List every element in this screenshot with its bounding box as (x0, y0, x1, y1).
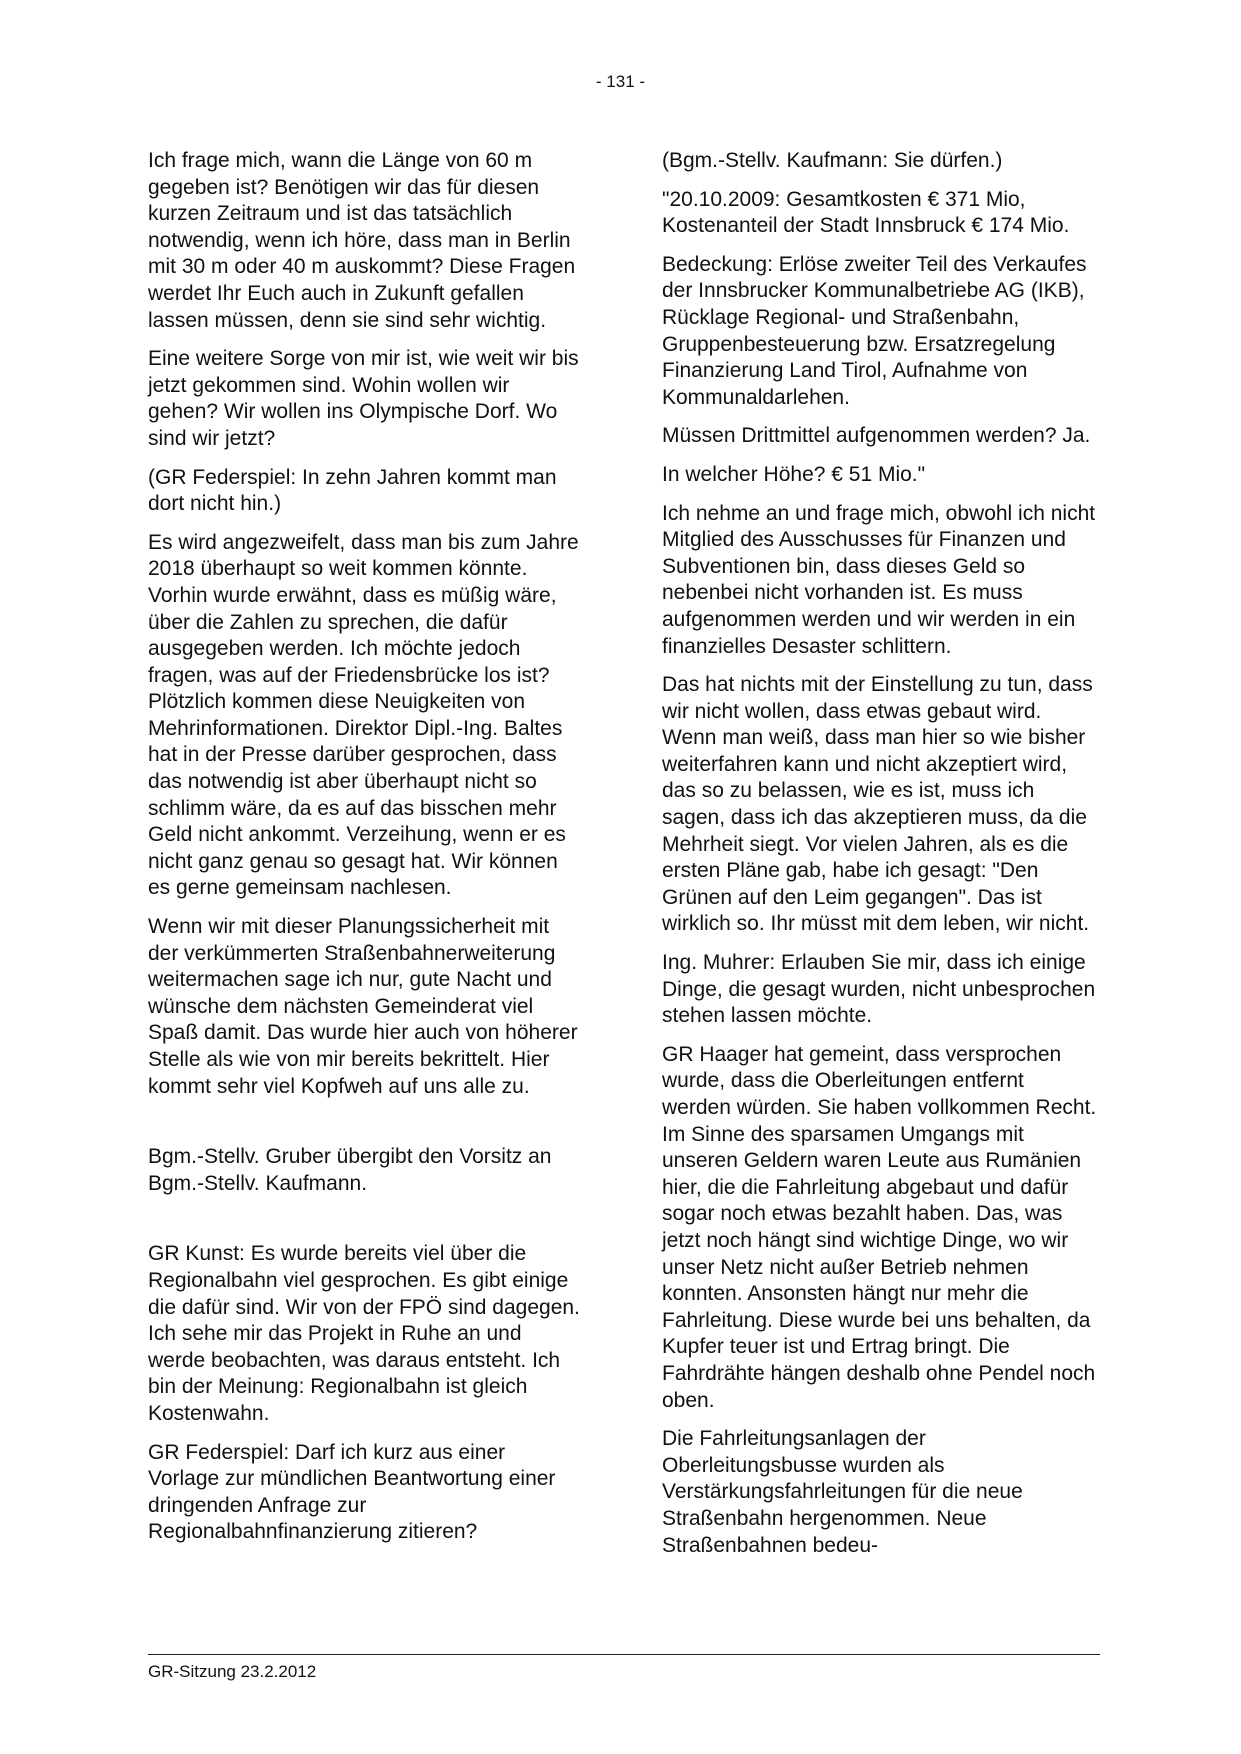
paragraph: Das hat nichts mit der Einstellung zu tun, dass wir nicht wollen, dass etwas gebaut wird. Wenn man weiß, dass man hier so wie bisher weiterfahren kann und nicht akzeptiert wird, das so zu belassen, wie es ist, muss ich sagen, dass ich das akzeptieren muss, da die Mehrheit siegt. Vor vielen Jahren, als es die ersten Pläne gab, habe ich gesagt: "Den Grünen auf den Leim gegangen". Das ist wirklich so. Ihr müsst mit dem leben, wir nicht. (662, 673, 1093, 936)
left-column (148, 148, 580, 1558)
paragraph: Bedeckung: Erlöse zweiter Teil des Verkaufes der Innsbrucker Kommunalbetriebe AG (IKB), Rücklage Regional- und Straßenbahn, Gruppenbesteuerung bzw. Ersatzregelung Finanzierung Land Tirol, Aufnahme von Kommunaldarlehen. (662, 252, 1087, 409)
paragraph: Müssen Drittmittel aufgenommen werden? Ja. (662, 424, 1091, 448)
right-column (662, 148, 1098, 1571)
paragraph: GR Kunst: Es wurde bereits viel über die Regionalbahn viel gesprochen. Es gibt einige die dafür sind. Wir von der FPÖ sind dagegen. Ich sehe mir das Projekt in Ruhe an und werde beobachten, was daraus entsteht. Ich bin der Meinung: Regionalbahn ist gleich Kostenwahn. (148, 1242, 580, 1425)
paragraph: GR Federspiel: Darf ich kurz aus einer Vorlage zur mündlichen Beantwortung einer dringenden Anfrage zur Regionalbahnfinanzierung zitieren? (148, 1440, 556, 1544)
paragraph: Die Fahrleitungsanlagen der Oberleitungsbusse wurden als Verstärkungsfahrleitungen für die neue Straßenbahn hergenommen. Neue Straßenbahnen bedeu- (662, 1427, 1023, 1557)
paragraph: Ich nehme an und frage mich, obwohl ich nicht Mitglied des Ausschusses für Finanzen und Subventionen bin, dass dieses Geld so nebenbei nicht vorhanden ist. Es muss aufgenommen werden und wir werden in ein finanzielles Desaster schlittern. (662, 501, 1096, 658)
paragraph: Wenn wir mit dieser Planungssicherheit mit der verkümmerten Straßenbahnerweiterung weitermachen sage ich nur, gute Nacht und wünsche dem nächsten Gemeinderat viel Spaß damit. Das wurde hier auch von höherer Stelle als wie von mir bereits bekrittelt. Hier kommt sehr viel Kopfweh auf uns alle zu. (148, 915, 578, 1098)
paragraph: "20.10.2009: Gesamtkosten € 371 Mio, Kostenanteil der Stadt Innsbruck € 174 Mio. (662, 187, 1070, 238)
paragraph: GR Haager hat gemeint, dass versprochen wurde, dass die Oberleitungen entfernt werden würden. Sie haben vollkommen Recht. Im Sinne des sparsamen Umgangs mit unseren Geldern waren Leute aus Rumänien hier, die die Fahrleitung abgebaut und dafür sogar noch etwas bezahlt haben. Das, was jetzt noch hängt sind wichtige Dinge, wo wir unser Netz nicht außer Betrieb nehmen konnten. Ansonsten hängt nur mehr die Fahrleitung. Diese wurde bei uns behalten, da Kupfer teuer ist und Ertrag bringt. Die Fahrdrähte hängen deshalb ohne Pendel noch oben. (662, 1042, 1097, 1412)
footer-text: GR-Sitzung 23.2.2012 (148, 1662, 317, 1681)
paragraph: Es wird angezweifelt, dass man bis zum Jahre 2018 überhaupt so weit kommen könnte. Vorhin wurde erwähnt, dass es müßig wäre, über die Zahlen zu sprechen, die dafür ausgegeben werden. Ich möchte jedoch fragen, was auf der Friedensbrücke los ist? Plötzlich kommen diese Neuigkeiten von Mehrinformationen. Direktor Dipl.-Ing. Baltes hat in der Presse darüber gesprochen, dass das notwendig ist aber überhaupt nicht so schlimm wäre, da es auf das bisschen mehr Geld nicht ankommt. Verzeihung, wenn er es nicht ganz genau so gesagt hat. Wir können es gerne gemeinsam nachlesen. (148, 530, 579, 900)
paragraph: In welcher Höhe? € 51 Mio." (662, 462, 926, 486)
footer-divider (148, 1654, 1100, 1655)
paragraph: Ich frage mich, wann die Länge von 60 m gegeben ist? Benötigen wir das für diesen kurzen Zeitraum und ist das tatsächlich notwendig, wenn ich höre, dass man in Berlin mit 30 m oder 40 m auskommt? Diese Fragen werdet Ihr Euch auch in Zukunft gefallen lassen müssen, denn sie sind sehr wichtig. (148, 149, 576, 332)
paragraph: Eine weitere Sorge von mir ist, wie weit wir bis jetzt gekommen sind. Wohin wollen wir gehen? Wir wollen ins Olympische Dorf. Wo sind wir jetzt? (148, 347, 579, 450)
paragraph: (GR Federspiel: In zehn Jahren kommt man dort nicht hin.) (148, 465, 557, 516)
paragraph: (Bgm.-Stellv. Kaufmann: Sie dürfen.) (662, 149, 1003, 172)
page-number: - 131 - (595, 72, 646, 91)
paragraph: Ing. Muhrer: Erlauben Sie mir, dass ich einige Dinge, die gesagt wurden, nicht unbesprochen stehen lassen möchte. (662, 951, 1096, 1028)
chair-change-note: Bgm.-Stellv. Gruber übergibt den Vorsitz an Bgm.-Stellv. Kaufmann. (148, 1145, 552, 1195)
